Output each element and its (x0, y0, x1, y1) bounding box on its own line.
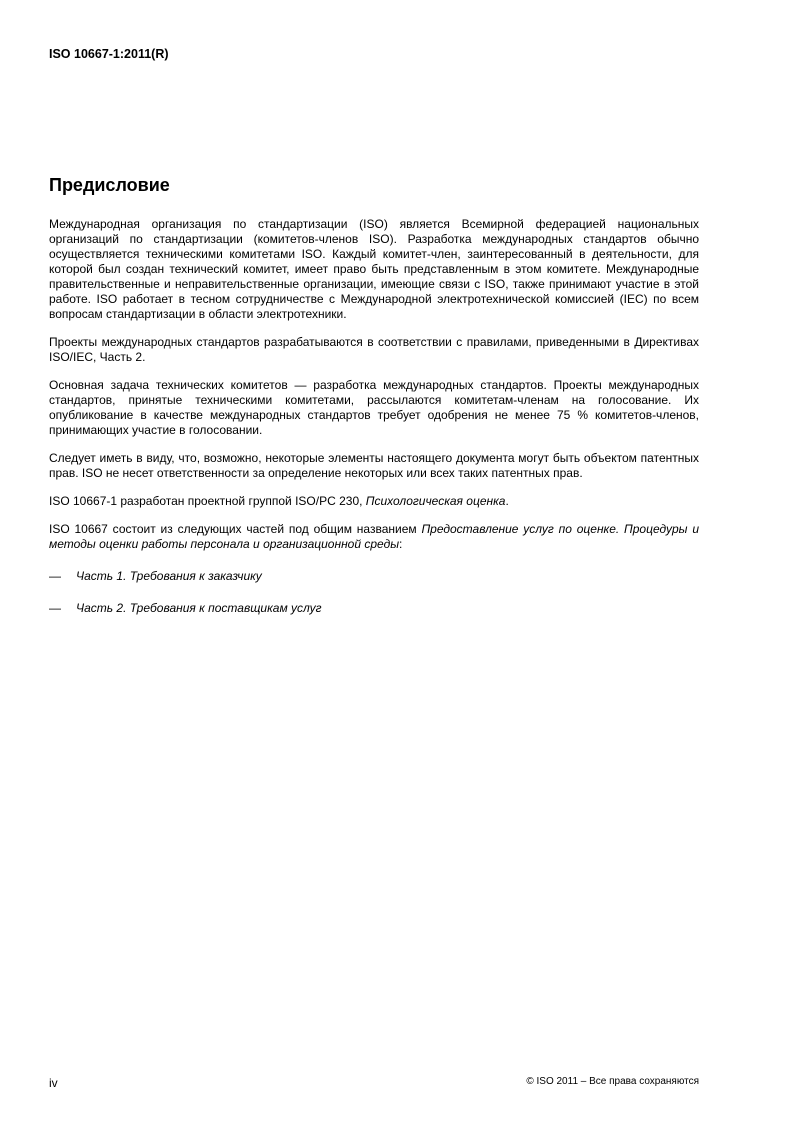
paragraph-patent-rights: Следует иметь в виду, что, возможно, некоторые элементы настоящего документа могут быть объектом патентных прав. ISO не несет ответственности за определение некоторых или всех таких патентных прав. (49, 451, 699, 480)
part-label: Часть 1. Требования к заказчику (76, 569, 262, 583)
document-id-header: ISO 10667-1:2011(R) (49, 47, 169, 61)
copyright-notice: © ISO 2011 – Все права сохраняются (526, 1076, 699, 1087)
list-item (49, 601, 699, 616)
parts-list (49, 569, 699, 616)
list-dash: — (49, 569, 61, 583)
developed-by-end: . (505, 494, 509, 508)
paragraph-committees-task: Основная задача технических комитетов — разработка международных стандартов. Проекты международных стандартов, принятые техническими комитетами, рассылаются комитетам-членам на голосование. Их опубликование в качестве международных стандартов требует одобрения не менее 75 % комитетов-членов, принимающих участие в голосовании. (49, 378, 699, 437)
general-title: Предоставление услуг по оценке. Процедуры и методы оценки работы персонала и организационной среды (49, 522, 699, 551)
paragraph-directives: Проекты международных стандартов разрабатываются в соответствии с правилами, приведенными в Директивах ISO/IEC, Часть 2. (49, 335, 699, 364)
list-item (49, 569, 699, 584)
developed-by-text: ISO 10667-1 разработан проектной группой ISO/PC 230, (49, 494, 366, 508)
paragraph-developed-by (49, 494, 699, 509)
parts-intro-end: : (399, 537, 403, 551)
committee-title: Психологическая оценка (365, 494, 506, 508)
part-label: Часть 2. Требования к поставщикам услуг (76, 601, 322, 615)
paragraph-parts-intro (49, 522, 699, 552)
foreword-body (49, 217, 699, 633)
parts-intro-text: ISO 10667 состоит из следующих частей под общим названием (49, 522, 422, 536)
list-dash: — (49, 601, 61, 615)
page-number: iv (49, 1076, 58, 1090)
paragraph-iso-intro: Международная организация по стандартизации (ISO) является Всемирной федерацией национальных организаций по стандартизации (комитетов-членов ISO). Разработка международных стандартов обычно осуществляется техническими комитетами ISO. Каждый комитет-член, заинтересованный в деятельности, для которой был создан технический комитет, имеет право быть представленным в этом комитете. Международные правительственные и неправительственные организации, имеющие связи с ISO, также принимают участие в этой работе. ISO работает в тесном сотрудничестве с Международной электротехнической комиссией (IEC) по всем вопросам стандартизации в области электротехники. (49, 217, 699, 321)
page-title: Предисловие (49, 175, 170, 195)
